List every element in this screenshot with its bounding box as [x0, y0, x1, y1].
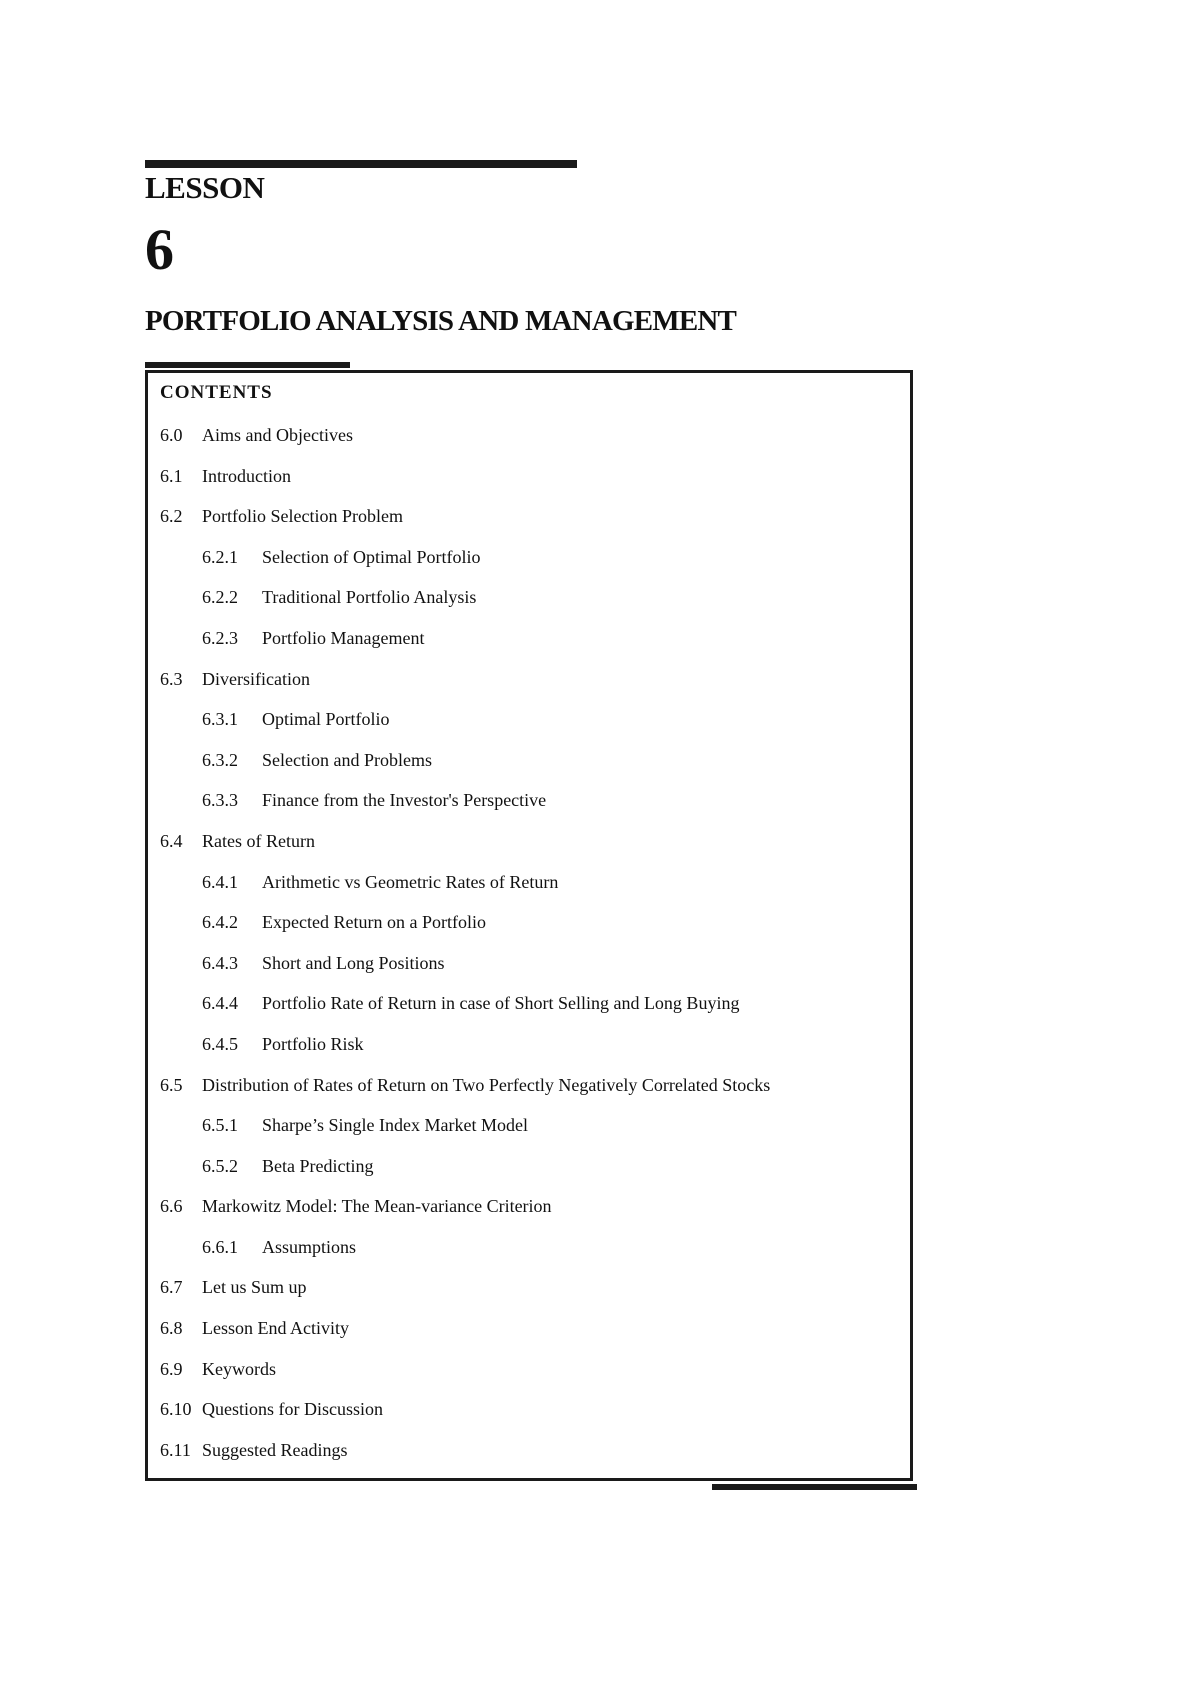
toc-item-label: Beta Predicting: [262, 1155, 374, 1176]
toc-item-label: Distribution of Rates of Return on Two Perfectly Negatively Correlated Stocks: [202, 1074, 771, 1095]
toc-item-number: 6.2.2: [202, 587, 238, 608]
toc-item-number: 6.5.2: [202, 1155, 238, 1176]
toc-item-number: 6.6.1: [202, 1236, 238, 1257]
toc-item-label: Traditional Portfolio Analysis: [262, 587, 477, 608]
toc-item-label: Optimal Portfolio: [262, 709, 390, 730]
toc-item: [160, 506, 770, 547]
toc-item-number: 6.3: [160, 668, 183, 689]
toc-item: [160, 709, 770, 750]
toc-item-number: 6.2.3: [202, 627, 238, 648]
toc-item: [160, 1115, 770, 1156]
toc-item-number: 6.2: [160, 506, 183, 527]
toc-item-label: Short and Long Positions: [262, 952, 445, 973]
contents-heading: CONTENTS: [160, 382, 273, 403]
toc-item-number: 6.5: [160, 1074, 183, 1095]
toc-item-number: 6.4.5: [202, 1033, 238, 1054]
toc-item: [160, 1075, 770, 1116]
toc-item: [160, 993, 770, 1034]
toc-item-number: 6.2.1: [202, 546, 238, 567]
toc-item-label: Markowitz Model: The Mean-variance Criterion: [202, 1196, 552, 1217]
toc-item-label: Introduction: [202, 465, 291, 486]
toc-item: [160, 750, 770, 791]
toc-item-number: 6.4: [160, 830, 183, 851]
toc-item-label: Questions for Discussion: [202, 1399, 383, 1420]
toc-item-label: Arithmetic vs Geometric Rates of Return: [262, 871, 559, 892]
toc-item-label: Rates of Return: [202, 830, 315, 851]
toc-item-label: Selection and Problems: [262, 749, 432, 770]
toc-item-number: 6.4.4: [202, 993, 238, 1014]
toc-item-number: 6.8: [160, 1318, 183, 1339]
contents-box: [145, 370, 913, 1481]
top-rule: [145, 160, 577, 168]
toc-item: [160, 831, 770, 872]
toc-item: [160, 466, 770, 507]
toc-item-number: 6.7: [160, 1277, 183, 1298]
toc-item-number: 6.9: [160, 1358, 183, 1379]
toc-item: [160, 1237, 770, 1278]
toc-item-label: Lesson End Activity: [202, 1318, 349, 1339]
toc-item-number: 6.0: [160, 425, 183, 445]
toc-item: [160, 547, 770, 588]
toc-item: [160, 953, 770, 994]
toc-item: [160, 1318, 770, 1359]
toc-item: [160, 1359, 770, 1400]
toc-item-label: Keywords: [202, 1358, 276, 1379]
toc-item: [160, 790, 770, 831]
toc-item-label: Suggested Readings: [202, 1439, 348, 1460]
lesson-number: 6: [145, 217, 174, 282]
toc-item-label: Sharpe’s Single Index Market Model: [262, 1115, 528, 1136]
toc-item: [160, 1440, 770, 1481]
toc-item-label: Portfolio Rate of Return in case of Short Selling and Long Buying: [262, 993, 740, 1014]
toc-item-label: Portfolio Selection Problem: [202, 506, 403, 527]
toc-item-label: Diversification: [202, 668, 310, 689]
toc-item-number: 6.10: [160, 1399, 192, 1420]
toc-item-label: Selection of Optimal Portfolio: [262, 546, 481, 567]
toc-item-label: Portfolio Management: [262, 627, 425, 648]
toc-item-label: Let us Sum up: [202, 1277, 307, 1298]
toc-item: [160, 872, 770, 913]
toc-item-label: Aims and Objectives: [202, 425, 353, 445]
toc-item-number: 6.3.1: [202, 709, 238, 730]
toc-item: [160, 1277, 770, 1318]
toc-item-label: Assumptions: [262, 1236, 357, 1257]
toc-item-number: 6.3.3: [202, 790, 238, 811]
lesson-title: PORTFOLIO ANALYSIS AND MANAGEMENT: [145, 305, 737, 337]
toc-item-number: 6.3.2: [202, 749, 238, 770]
toc-item-number: 6.5.1: [202, 1115, 238, 1136]
toc-item-label: Expected Return on a Portfolio: [262, 912, 486, 933]
toc-item-label: Finance from the Investor's Perspective: [262, 790, 547, 811]
toc-item: [160, 1196, 770, 1237]
toc-item: [160, 912, 770, 953]
toc-item: [160, 669, 770, 710]
toc-item-number: 6.1: [160, 465, 183, 486]
toc-item: [160, 425, 770, 466]
toc-item: [160, 587, 770, 628]
toc-item-number: 6.4.1: [202, 871, 238, 892]
toc-item: [160, 1399, 770, 1440]
toc-item-number: 6.4.2: [202, 912, 238, 933]
toc-item: [160, 1034, 770, 1075]
toc-item-number: 6.4.3: [202, 952, 238, 973]
toc-item-label: Portfolio Risk: [262, 1033, 364, 1054]
table-of-contents: [160, 425, 770, 1480]
toc-item-number: 6.6: [160, 1196, 183, 1217]
toc-item: [160, 1156, 770, 1197]
toc-item-number: 6.11: [160, 1439, 191, 1460]
contents-box-top-tab: [145, 362, 350, 368]
lesson-label: LESSON: [145, 170, 265, 205]
toc-item: [160, 628, 770, 669]
contents-box-bottom-tab: [712, 1484, 917, 1490]
